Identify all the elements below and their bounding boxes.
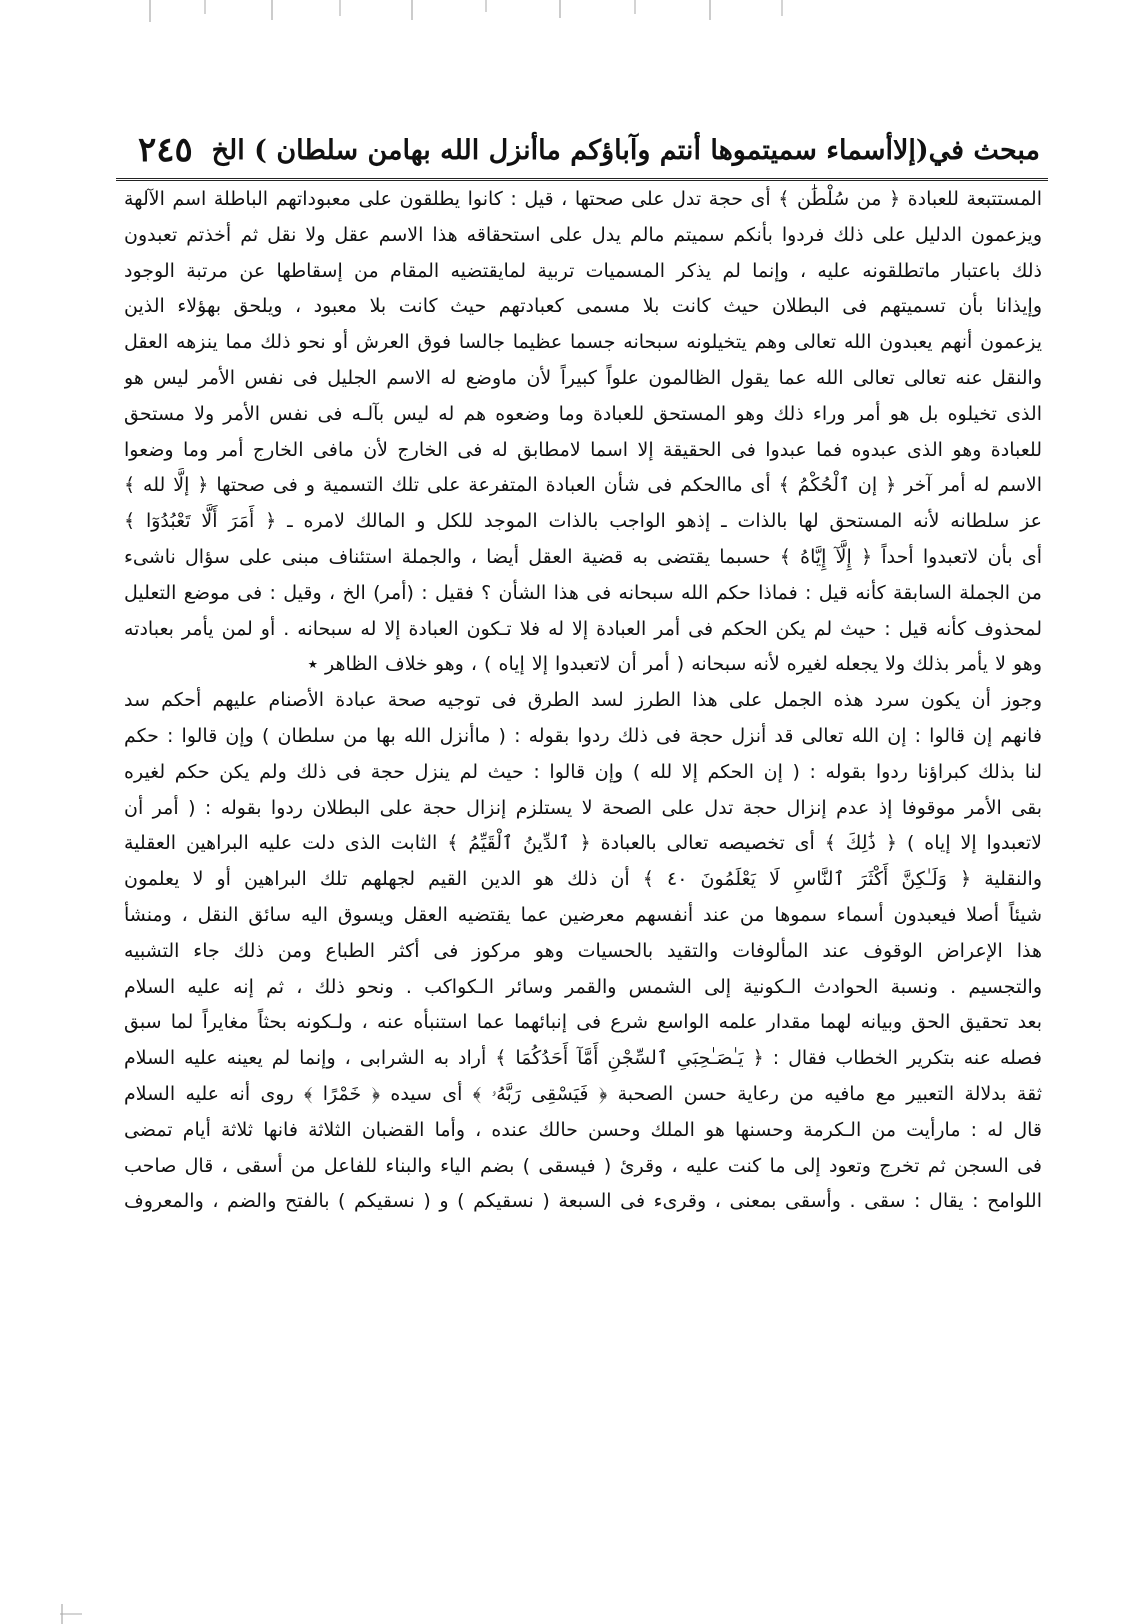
text-line: هذا الإعراض الوقوف عند المألوفات والتقيد بالحسيات وهو مركوز فى أكثر الطباع ومن ذلك جاء التشبيه xyxy=(124,939,1042,962)
header-title: مبحث في(إلاأسماء سميتموها أنتم وآباؤكم ماأنزل الله بهامن سلطان ) الخ xyxy=(211,134,1040,166)
text-line: لمحذوف كأنه قيل : حيث لم يكن الحكم فى أمر العبادة إلا له فلا تـكون العبادة إلا له سبحانه . أو لمن يأمر بعبادته xyxy=(124,617,1042,640)
text-line: والنقل عنه تعالى تعالى الله عما يقول الظالمون علواً كبيراً لأن ماوضع له الاسم الجليل فى نفس الأمر ليس هو xyxy=(124,366,1042,389)
text-line: وجوز أن يكون سرد هذه الجمل على هذا الطرز لسد الطرق فى توجيه صحة عبادة الأصنام عليهم أحكم سد xyxy=(124,689,1042,712)
text-line: ويزعمون الدليل على ذلك فردوا بأنكم سميتم مالم يدل على استحقاقه هذا الاسم عقل ولا نقل ثم أخذتم تعبدون xyxy=(124,223,1042,246)
text-line: المستتبعة للعبادة ﴿ من سُلْطَٰن ﴾ أى حجة تدل على صحتها ، قيل : كانوا يطلقون على معبوداتهم الباطلة اسم الآلهة xyxy=(124,188,1042,210)
text-line: اللوامح : يقال : سقى . وأسقى بمعنى ، وقرىء فى السبعة ( نسقيكم ) و ( نسقيكم ) بالفتح والضم ، والمعروف xyxy=(124,1190,1042,1213)
text-line: فى السجن ثم تخرج وتعود إلى ما كنت عليه ، وقرئ ( فيسقى ) بضم الياء والبناء للفاعل من أسقى ، قال صاحب xyxy=(124,1154,1042,1177)
text-line: يزعمون أنهم يعبدون الله تعالى وهم يتخيلونه سبحانه جسما عظيما جالسا فوق العرش أو نحو ذلك مما ينزهه العقل xyxy=(124,331,1042,354)
text-line: فصله عنه بتكرير الخطاب فقال : ﴿ يَـٰصَـٰحِبَىِ ٱلسِّجْنِ أَمَّآ أَحَدُكُمَا ﴾ أراد به الشرابى ، وإنما لم يعينه عليه السلام xyxy=(124,1047,1042,1070)
text-line: فانهم إن قالوا : إن الله تعالى قد أنزل حجة فى ذلك ردوا بقوله : ( ماأنزل الله بها من سلطان ) وإن قالوا : حكم xyxy=(124,724,1042,747)
text-line: للعبادة وهو الذى عبدوه فما عبدوا فى الحقيقة إلا اسما لامطابق له فى الخارج لأن مافى الخارج أمر وما وضعوا xyxy=(124,438,1042,461)
text-line: أى بأن لاتعبدوا أحداً ﴿ إِلَّآ إِيَّاهُ ﴾ حسبما يقتضى به قضية العقل أيضا ، والجملة استئناف مبنى على سؤال ناشىء xyxy=(124,545,1042,568)
text-line: والنقلية ﴿ وَلَـٰكِنَّ أَكْثَرَ ٱلنَّاسِ لَا يَعْلَمُونَ ٤٠ ﴾ أن ذلك هو الدين القيم لجهلهم تلك البراهين أو لا يعلمون xyxy=(124,868,1042,891)
text-line: ثقة بدلالة التعبير مع مافيه من رعاية حسن الصحبة ﴿ فَيَسْقِى رَبَّهُۥ ﴾ أى سيده ﴿ خَمْرًا ﴾ روى أنه عليه السلام xyxy=(124,1082,1042,1105)
text-line: ذلك باعتبار ماتطلقونه عليه ، وإنما لم يذكر المسميات تربية لمايقتضيه المقام من إسقاطها عن مرتبة الوجود xyxy=(124,259,1042,282)
text-line: قال له : مارأيت من الـكرمة وحسنها هو الملك وحسن حالك عنده ، وأما القضبان الثلاثة فانها ثلاثة أيام تمضى xyxy=(124,1118,1042,1141)
running-header xyxy=(128,126,1040,174)
page-number: ٢٤٥ xyxy=(138,130,193,170)
text-line: الذى تخيلوه بل هو أمر وراء ذلك وهو المستحق للعبادة وما وضعوه هم له ليس بآلـه فى نفس الأمر ولا مستحق xyxy=(124,402,1042,425)
scan-edge-marks-bottom xyxy=(0,1594,1142,1624)
text-line: بقى الأمر موقوفا إذ عدم إنزال حجة تدل على الصحة لا يستلزم إنزال حجة على البطلان ردوا بقوله : ( أمر أن xyxy=(124,796,1042,819)
text-line: عز سلطانه لأنه المستحق لها بالذات ـ إذهو الواجب بالذات الموجد للكل و المالك لامره ـ ﴿ أَمَرَ أَلَّا تَعْبُدُوٓا ﴾ xyxy=(124,510,1042,533)
text-line: والتجسيم . ونسبة الحوادث الـكونية إلى الشمس والقمر وسائر الـكواكب . ونحو ذلك ، ثم إنه عليه السلام xyxy=(124,975,1042,998)
text-line: بعد تحقيق الحق وبيانه لهما مقدار علمه الواسع شرع فى إنبائهما عما استنبأه عنه ، ولـكونه بحثاً مغايراً لما سبق xyxy=(124,1011,1042,1034)
text-line: لنا بذلك كبراؤنا ردوا بقوله : ( إن الحكم إلا لله ) وإن قالوا : حيث لم ينزل حجة فى ذلك ولم يكن حكم لغيره xyxy=(124,760,1042,783)
text-line: وهو لا يأمر بذلك ولا يجعله لغيره لأنه سبحانه ( أمر أن لاتعبدوا إلا إياه ) ، وهو خلاف الظاهر ٭ xyxy=(307,653,1042,676)
text-line: من الجملة السابقة كأنه قيل : فماذا حكم الله سبحانه فى هذا الشأن ؟ فقيل : (أمر) الخ ، وقيل : فى موضع التعليل xyxy=(124,581,1042,604)
text-line: الاسم له أمر آخر ﴿ إن ٱلْحُكْمُ ﴾ أى ماالحكم فى شأن العبادة المتفرعة على تلك التسمية و فى صحتها ﴿ إلَّا لله ﴾ xyxy=(124,474,1042,497)
header-divider xyxy=(116,178,1048,181)
text-line: لاتعبدوا إلا إياه ) ﴿ ذَٰلِكَ ﴾ أى تخصيصه تعالى بالعبادة ﴿ ٱلدِّينُ ٱلْقَيِّمُ ﴾ الثابت الذى دلت عليه البراهين العقلية xyxy=(124,832,1042,855)
text-line: شيئاً أصلا فيعبدون أسماء سموها من عند أنفسهم معرضين عما يقتضيه العقل ويسوق اليه سائق النقل ، ومنشأ xyxy=(124,903,1042,926)
commentary-body xyxy=(124,182,1042,1577)
text-line: وإيذانا بأن تسميتهم فى البطلان حيث كانت بلا مسمى كعبادتهم حيث كانت بلا معبود ، ويلحق بهؤلاء الذين xyxy=(124,295,1042,318)
scan-edge-marks-top xyxy=(0,0,1142,30)
